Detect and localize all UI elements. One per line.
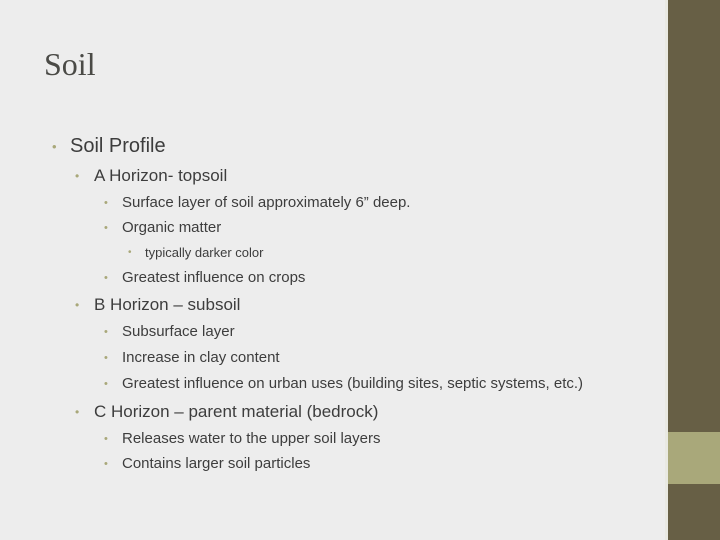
bullet-text: Soil Profile: [70, 135, 166, 157]
bullet-icon: •: [104, 222, 108, 234]
bullet-icon: •: [104, 326, 108, 338]
bullet-clay: [104, 348, 280, 368]
bullet-text: B Horizon – subsoil: [94, 295, 241, 314]
bullet-c-horizon: [75, 401, 379, 423]
bullet-icon: •: [128, 247, 132, 258]
bullet-text: A Horizon- topsoil: [94, 166, 228, 185]
bullet-text: Greatest influence on urban uses (building sites, septic systems, etc.): [122, 375, 584, 392]
sidebar-accent-block: [668, 432, 720, 484]
bullet-subsurface: [104, 322, 235, 342]
bullet-text: C Horizon – parent material (bedrock): [94, 402, 379, 421]
bullet-icon: •: [104, 352, 108, 364]
bullet-text: Releases water to the upper soil layers: [122, 430, 381, 447]
bullet-soil-profile: [52, 134, 166, 158]
bullet-darker-color: [128, 244, 264, 262]
bullet-icon: •: [52, 139, 57, 154]
bullet-soil-particles: [104, 454, 311, 474]
bullet-organic-matter: [104, 218, 222, 238]
bullet-icon: •: [75, 169, 80, 183]
bullet-icon: •: [104, 197, 108, 209]
bullet-surface-layer: [104, 193, 411, 213]
bullet-crops: [104, 268, 306, 288]
bullet-text: Increase in clay content: [122, 349, 280, 366]
bullet-icon: •: [75, 405, 80, 419]
slide-title: Soil: [44, 46, 96, 82]
bullet-urban-uses: [104, 374, 584, 394]
bullet-icon: •: [104, 458, 108, 470]
bullet-text: Subsurface layer: [122, 323, 235, 340]
bullet-b-horizon: [75, 294, 241, 316]
bullet-icon: •: [104, 378, 108, 390]
bullet-text: Greatest influence on crops: [122, 269, 306, 286]
bullet-icon: •: [75, 298, 80, 312]
bullet-icon: •: [104, 433, 108, 445]
bullet-text: typically darker color: [145, 245, 264, 260]
bullet-icon: •: [104, 272, 108, 284]
bullet-releases-water: [104, 429, 381, 449]
bullet-text: Contains larger soil particles: [122, 455, 311, 472]
bullet-text: Surface layer of soil approximately 6” deep.: [122, 194, 411, 211]
bullet-a-horizon: [75, 165, 228, 187]
bullet-text: Organic matter: [122, 219, 222, 236]
